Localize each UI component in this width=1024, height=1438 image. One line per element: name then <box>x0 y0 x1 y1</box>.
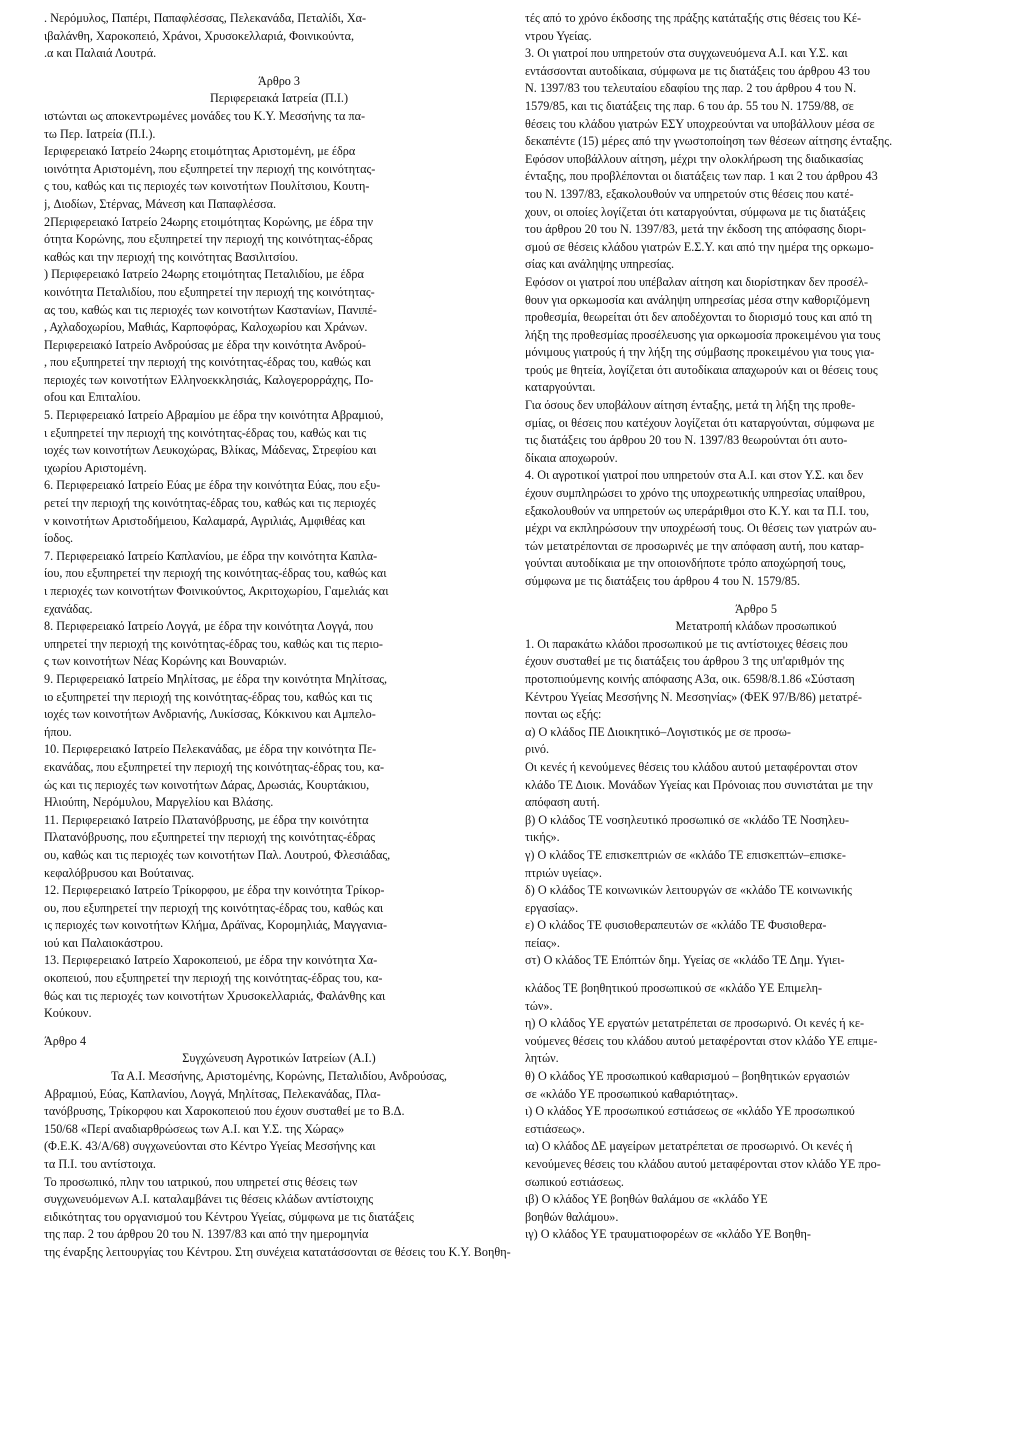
text-line: Εφόσον υποβάλλουν αίτηση, μέχρι την ολοκλήρωση της διαδικασίας <box>525 151 863 166</box>
text-line: Το προσωπικό, πλην του ιατρικού, που υπηρετεί στις θέσεις των <box>44 1174 358 1189</box>
section-heading: Άρθρο 5 <box>734 601 778 616</box>
text-line: ιο εξυπηρετεί την περιοχή της κοινότητας-έδρας του, καθώς και τις <box>44 689 373 704</box>
text-line: ίοδος. <box>44 531 74 546</box>
text-line: Κέντρου Υγείας Μεσσήνης Ν. Μεσσηνίας» (ΦΕΚ 97/Β/86) μετατρέ- <box>525 689 862 704</box>
text-line: έχουν συμπληρώσει το χρόνο της υποχρεωτικής υπηρεσίας υπαίθρου, <box>525 486 866 501</box>
text-line: Άρθρο 4 <box>44 1033 87 1048</box>
section-heading: Περιφερειακά Ιατρεία (Π.Ι.) <box>209 91 349 106</box>
text-line: γ) Ο κλάδος ΤΕ επισκεπτριών σε «κλάδο ΤΕ επισκεπτών–επισκε- <box>525 847 846 862</box>
text-line: ου, που εξυπηρετεί την περιοχή της κοινότητας-έδρας του, καθώς και <box>44 900 384 915</box>
text-line: ρινό. <box>525 742 550 757</box>
text-line: νούμενες θέσεις του κλάδου αυτού μεταφέρονται στον κλάδο ΥΕ επιμε- <box>525 1033 878 1048</box>
text-line: β) Ο κλάδος ΤΕ νοσηλευτικό προσωπικό σε «κλάδο ΤΕ Νοσηλευ- <box>525 812 850 827</box>
text-line: ου, καθώς και τις περιοχές των κοινοτήτων Παλ. Λουτρού, Φλεσιάδας, <box>44 847 391 862</box>
spacer <box>44 1023 514 1033</box>
text-line: υπηρετεί την περιοχή της κοινότητας-έδρας του, καθώς και τις περιο- <box>44 636 383 651</box>
text-line: ις περιοχές των κοινοτήτων Κλήμα, Δράϊνας, Κορομηλιάς, Μαγγανια- <box>44 918 388 933</box>
text-line: ιού και Παλαιοκάστρου. <box>44 935 164 950</box>
text-line: ήπου. <box>44 724 72 739</box>
text-line: κλάδο ΤΕ Διοικ. Μονάδων Υγείας και Πρόνοιας που συνιστάται με την <box>525 777 873 792</box>
text-line: Ιεριφερειακό Ιατρείο 24ωρης ετοιμότητας Αριστομένη, με έδρα <box>44 144 356 159</box>
text-line: 5. Περιφερειακό Ιατρείο Αβραμίου με έδρα την κοινότητα Αβραμιού, <box>44 408 384 423</box>
text-line: καθώς και την περιοχή της κοινότητας Βασιλιτσίου. <box>44 249 299 264</box>
text-line: δίκαια αποχωρούν. <box>525 450 618 465</box>
text-line: κλάδος ΤΕ βοηθητικού προσωπικού σε «κλάδο ΥΕ Επιμελη- <box>525 981 823 996</box>
text-line: ειδικότητας του οργανισμού του Κέντρου Υγείας, σύμφωνα με τις διατάξεις <box>44 1209 414 1224</box>
text-line: 150/68 «Περί αναδιαρθρώσεως των Α.Ι. και Υ.Σ. της Χώρας» <box>44 1121 345 1136</box>
text-line: προθεσμία, θεωρείται ότι δεν αποδέχονται το διορισμό τους και από τη <box>525 310 873 325</box>
text-line: κενούμενες θέσεις του κλάδου αυτού μεταφέρονται στον κλάδο ΥΕ προ- <box>525 1157 881 1171</box>
text-line: (Φ.Ε.Κ. 43/Α/68) συγχωνεύονται στο Κέντρο Υγείας Μεσσήνης και <box>44 1139 376 1154</box>
text-line: εργασίας». <box>525 900 579 915</box>
text-line: ς των κοινοτήτων Νέας Κορώνης και Βουναριών. <box>44 654 287 669</box>
text-line: του άρθρου 20 του Ν. 1397/83, μετά την έκδοση της απόφασης διορι- <box>525 222 867 237</box>
left-column <box>44 10 514 1424</box>
text-line: προτοπιούμενης κοινής απόφασης Α3α, οικ. 6598/8.1.86 «Σύσταση <box>525 671 855 686</box>
right-column <box>525 10 987 1424</box>
text-line: τις διατάξεις του άρθρου 20 του Ν. 1397/83 θεωρούνται ότι αυτο- <box>525 433 848 448</box>
text-line: ε) Ο κλάδος ΤΕ φυσιοθεραπευτών σε «κλάδο ΤΕ Φυσιοθερα- <box>525 918 827 933</box>
text-line: του Ν. 1397/83, εξακολουθούν να υπηρετούν στις θέσεις που κατέ- <box>525 186 854 201</box>
section-heading: Συγχώνευση Αγροτικών Ιατρείων (Α.Ι.) <box>182 1051 376 1066</box>
text-line: ίου, που εξυπηρετεί την περιοχή της κοινότητας-έδρας του, καθώς και <box>44 566 387 581</box>
text-line: στ) Ο κλάδος ΤΕ Επόπτών δημ. Υγείας σε «κλάδο ΤΕ Δημ. Υγιει- <box>525 953 845 968</box>
text-line: λήξη της προθεσμίας προσέλευσης για ορκωμοσία προκειμένου για τους <box>525 327 881 342</box>
text-line: καταργούνται. <box>525 380 596 395</box>
text-line: εξακολουθούν να υπηρετούν ως υπεράριθμοι στο Κ.Υ. και τα Π.Ι. του, <box>525 503 870 518</box>
text-line: ιχωρίου Αριστομένη. <box>44 460 147 475</box>
text-line: Εφόσον οι γιατροί που υπέβαλαν αίτηση και διορίστηκαν δεν προσέλ- <box>525 274 869 289</box>
text-line: μέχρι να εκπληρώσουν την υποχρέωσή τους. Οι θέσεις των γιατρών αυ- <box>525 521 877 536</box>
text-line: τανόβρυσης, Τρίκορφου και Χαροκοπειού που έχουν συσταθεί με το Β.Δ. <box>44 1104 405 1119</box>
text-line: ιοχές των κοινοτήτων Ανδριανής, Λυκίσσας, Κόκκινου και Αμπελο- <box>44 707 376 722</box>
text-line: Ν. 1397/83 του τελευταίου εδαφίου της παρ. 2 του άρθρου 4 του Ν. <box>525 81 857 96</box>
text-line: ι) Ο κλάδος ΥΕ προσωπικού εστιάσεως σε «κλάδο ΥΕ προσωπικού <box>525 1104 855 1119</box>
text-line: ιβ) Ο κλάδος ΥΕ βοηθών θαλάμου σε «κλάδο ΥΕ <box>525 1192 768 1207</box>
text-line: 3. Οι γιατροί που υπηρετούν στα συγχωνευόμενα Α.Ι. και Υ.Σ. και <box>525 46 848 61</box>
text-line: σίας και ανάληψης υπηρεσίας. <box>525 257 675 272</box>
text-line: 7. Περιφερειακό Ιατρείο Καπλανίου, με έδρα την κοινότητα Καπλα- <box>44 548 378 563</box>
text-line: Οι κενές ή κενούμενες θέσεις του κλάδου αυτού μεταφέρονται στον <box>525 759 858 774</box>
text-line: , Αχλαδοχωρίου, Μαθιάς, Καρποφόρας, Καλοχωρίου και Χράνων. <box>44 320 368 335</box>
spacer <box>525 970 987 980</box>
text-line: 9. Περιφερειακό Ιατρείο Μηλίτσας, με έδρα την κοινότητα Μηλίτσας, <box>44 671 388 686</box>
text-line: θ) Ο κλάδος ΥΕ προσωπικού καθαρισμού – βοηθητικών εργασιών <box>525 1069 850 1084</box>
text-line: εντάσσονται αυτοδίκαια, σύμφωνα με τις διατάξεις του άρθρου 43 του <box>525 63 871 78</box>
text-line: τών». <box>525 998 553 1013</box>
text-line: πονται ως εξής: <box>525 707 602 722</box>
text-line: ς του, καθώς και τις περιοχές των κοινοτήτων Πουλίτσιου, Κουτη- <box>44 179 370 194</box>
text-line: σωπικού εστιάσεως. <box>525 1174 624 1189</box>
text-line: 2Περιφερειακό Ιατρείο 24ωρης ετοιμότητας Κορώνης, με έδρα την <box>44 214 374 229</box>
text-line: εκανάδας, που εξυπηρετεί την περιοχή της κοινότητας-έδρας του, κα- <box>44 759 385 774</box>
text-line: ιοχές των κοινοτήτων Λευκοχώρας, Βλίκας, Μάδενας, Στρεφίου και <box>44 443 377 458</box>
text-line: Για όσους δεν υποβάλουν αίτηση ένταξης, μετά τη λήξη της προθε- <box>525 398 856 413</box>
text-line: σύμφωνα με τις διατάξεις του άρθρου 4 του Ν. 1579/85. <box>525 574 801 588</box>
text-line: 11. Περιφερειακό Ιατρείο Πλατανόβρυσης, με έδρα την κοινότητα <box>44 812 369 827</box>
text-line: ιβαλάνθη, Χαροκοπειό, Χράνοι, Χρυσοκελλαριά, Φοινικούντα, <box>44 28 355 43</box>
text-line: λητών. <box>525 1051 559 1066</box>
text-line: τές από το χρόνο έκδοσης της πράξης κατάταξής στις θέσεις του Κέ- <box>525 11 862 25</box>
text-line: χουν, οι οποίες λογίζεται ότι καταργούνται, σύμφωνα με τις διατάξεις <box>525 204 866 219</box>
text-line: ) Περιφερειακό Ιατρείο 24ωρης ετοιμότητας Πεταλιδίου, με έδρα <box>44 267 364 282</box>
text-line: σμού σε θέσεις κλάδου γιατρών Ε.Σ.Υ. και από την ημέρα της ορκωμο- <box>525 239 874 254</box>
text-line: κοινότητα Πεταλιδίου, που εξυπηρετεί την περιοχή της κοινότητας- <box>44 284 375 299</box>
text-line: δεκαπέντε (15) μέρες από την γνωστοποίηση των θέσεων αίτησης ένταξης. <box>525 134 893 149</box>
text-line: ια) Ο κλάδος ΔΕ μαγείρων μετατρέπεται σε προσωρινό. Οι κενές ή <box>525 1139 853 1154</box>
text-line: πείας». <box>525 935 560 950</box>
text-line: ότητα Κορώνης, που εξυπηρετεί την περιοχή της κοινότητας-έδρας <box>44 232 373 247</box>
text-line: ιοινότητα Αριστομένη, που εξυπηρετεί την περιοχή της κοινότητας- <box>44 161 376 176</box>
text-line: δ) Ο κλάδος ΤΕ κοινωνικών λειτουργών σε «κλάδο ΤΕ κοινωνικής <box>525 883 852 898</box>
text-line: πτριών υγείας». <box>525 865 602 880</box>
text-line: Πλατανόβρυσης, που εξυπηρετεί την περιοχή της κοινότητας-έδρας <box>44 830 376 845</box>
text-line: ρετεί την περιοχή της κοινότητας-έδρας του, καθώς και τις περιοχές <box>44 496 376 511</box>
text-line: θέσεις του κλάδου γιατρών ΕΣΥ υποχρεούνται να υποβάλλουν μέσα σε <box>525 116 875 131</box>
text-line: τικής». <box>525 830 560 845</box>
text-line: j, Διοδίων, Στέρνας, Μάνεση και Παπαφλέσσα. <box>44 196 277 211</box>
text-line: α) Ο κλάδος ΠΕ Διοικητικό–Λογιστικός με σε προσω- <box>525 724 791 739</box>
text-line: κεφαλόβρυσου και Βούταινας. <box>44 865 195 880</box>
spacer <box>525 591 987 601</box>
text-line: της παρ. 2 του άρθρου 20 του Ν. 1397/83 και από την ημερομηνία <box>44 1227 369 1242</box>
text-line: ας του, καθώς και τις περιοχές των κοινοτήτων Καστανίων, Πανιπέ- <box>44 302 377 317</box>
text-line: της έναρξης λειτουργίας του Κέντρου. Στη συνέχεια κατατάσσονται σε θέσεις του Κ.Υ. Βοηθη- <box>44 1244 511 1259</box>
text-line: 1. Οι παρακάτω κλάδοι προσωπικού με τις αντίστοιχες θέσεις που <box>525 636 848 651</box>
text-line: συγχωνευόμενων Α.Ι. καταλαμβάνει τις θέσεις κλάδων αντίστοιχης <box>44 1192 374 1207</box>
text-line: γούνται αυτοδίκαια με την οποιονδήποτε τρόπο αποχώρησή τους, <box>525 556 846 571</box>
text-line: έχουν συσταθεί με τις διατάξεις του άρθρου 3 της υπ'αριθμόν της <box>525 654 844 669</box>
text-line: Αβραμιού, Εύας, Καπλανίου, Λογγά, Μηλίτσας, Πελεκανάδας, Πλα- <box>44 1086 381 1101</box>
section-heading: Άρθρο 3 <box>257 73 301 88</box>
text-line: σμίας, οι θέσεις που κατέχουν λογίζεται ότι καταργούνται, σύμφωνα με <box>525 415 875 430</box>
text-line: Κούκουν. <box>44 1006 92 1021</box>
text-line: , που εξυπηρετεί την περιοχή της κοινότητας-έδρας του, καθώς και <box>44 355 372 370</box>
text-line: ι εξυπηρετεί την περιοχή της κοινότητας-έδρας του, καθώς και τις <box>44 425 367 440</box>
text-line: σε «κλάδο ΥΕ προσωπικού καθαριότητας». <box>525 1086 739 1101</box>
text-line: ντρου Υγείας. <box>525 28 592 43</box>
text-line: τών μετατρέπονται σε προσωρινές με την απόφαση αυτή, που καταρ- <box>525 538 864 553</box>
text-line: οκοπειού, που εξυπηρετεί την περιοχή της κοινότητας-έδρας του, κα- <box>44 971 383 986</box>
text-line: η) Ο κλάδος ΥΕ εργατών μετατρέπεται σε προσωρινό. Οι κενές ή κε- <box>525 1016 865 1031</box>
text-line: μόνιμους γιατρούς ή την λήξη της σύμβασης προκειμένου για τους για- <box>525 345 875 360</box>
text-line: . Νερόμυλος, Παπέρι, Παπαφλέσσας, Πελεκανάδα, Πεταλίδι, Χα- <box>44 11 367 25</box>
text-line: ι περιοχές των κοινοτήτων Φοινικούντος, Ακριτοχωρίου, Γαμελιάς και <box>44 584 389 598</box>
text-line: τα Π.Ι. του αντίστοιχα. <box>44 1157 156 1171</box>
text-line: ofou και Επιταλίου. <box>44 390 141 405</box>
text-line: ιστώνται ως αποκεντρωμένες μονάδες του Κ.Υ. Μεσσήνης τα πα- <box>44 108 366 123</box>
section-heading: Μετατροπή κλάδων προσωπικού <box>675 619 837 634</box>
text-line: 13. Περιφερειακό Ιατρείο Χαροκοπειού, με έδρα την κοινότητα Χα- <box>44 953 378 968</box>
text-line: ώς και τις περιοχές των κοινοτήτων Δάρας, Δρωσιάς, Κουρτάκιου, <box>44 777 370 792</box>
text-line: ένταξης, που προβλέπονται οι διατάξεις των παρ. 1 και 2 του άρθρου 43 <box>525 169 878 184</box>
text-line: 6. Περιφερειακό Ιατρείο Εύας με έδρα την κοινότητα Εύας, που εξυ- <box>44 478 381 493</box>
text-line: Περιφερειακό Ιατρείο Ανδρούσας με έδρα την κοινότητα Ανδρού- <box>44 337 366 352</box>
text-line: τω Περ. Ιατρεία (Π.Ι.). <box>44 126 156 141</box>
text-line: Ηλιούπη, Νερόμυλου, Μαργελίου και Βλάσης. <box>44 795 274 810</box>
text-line: .α και Παλαιά Λουτρά. <box>44 46 157 61</box>
text-line: θουν για ορκωμοσία και ανάληψη υπηρεσίας μέσα στην καθοριζόμενη <box>525 292 870 307</box>
text-line: εχανάδας. <box>44 601 93 616</box>
text-line: 10. Περιφερειακό Ιατρείο Πελεκανάδας, με έδρα την κοινότητα Πε- <box>44 742 377 757</box>
text-line: απόφαση αυτή. <box>525 795 600 810</box>
text-line: περιοχές των κοινοτήτων Ελληνοεκκλησιάς, Καλογερορράχης, Πο- <box>44 372 374 387</box>
text-line: 8. Περιφερειακό Ιατρείο Λογγά, με έδρα την κοινότητα Λογγά, που <box>44 619 374 634</box>
text-line: 12. Περιφερειακό Ιατρείο Τρίκορφου, με έδρα την κοινότητα Τρίκορ- <box>44 883 385 898</box>
text-line: 1579/85, και τις διατάξεις της παρ. 6 του άρ. 55 του Ν. 1759/88, σε <box>525 98 854 113</box>
section-heading: Τα Α.Ι. Μεσσήνης, Αριστομένης, Κορώνης, Πεταλιδίου, Ανδρούσας, <box>111 1069 447 1084</box>
text-line: τρούς με θητεία, λογίζεται ότι αυτοδίκαια απαχωρούν και οι θέσεις τους <box>525 362 878 377</box>
text-line: 4. Οι αγροτικοί γιατροί που υπηρετούν στα Α.Ι. και στον Υ.Σ. και δεν <box>525 468 864 483</box>
text-line: ιγ) Ο κλάδος ΥΕ τραυματιοφορέων σε «κλάδο ΥΕ Βοηθη- <box>525 1227 811 1242</box>
text-line: βοηθών θαλάμου». <box>525 1209 619 1224</box>
spacer <box>44 63 514 73</box>
text-line: ν κοινοτήτων Αριστοδήμειου, Καλαμαρά, Αγριλιάς, Αμφιθέας και <box>44 513 366 528</box>
text-line: θώς και τις περιοχές των κοινοτήτων Χρυσοκελλαριάς, Φαλάνθης και <box>44 988 386 1003</box>
text-line: εστιάσεως». <box>525 1121 585 1136</box>
